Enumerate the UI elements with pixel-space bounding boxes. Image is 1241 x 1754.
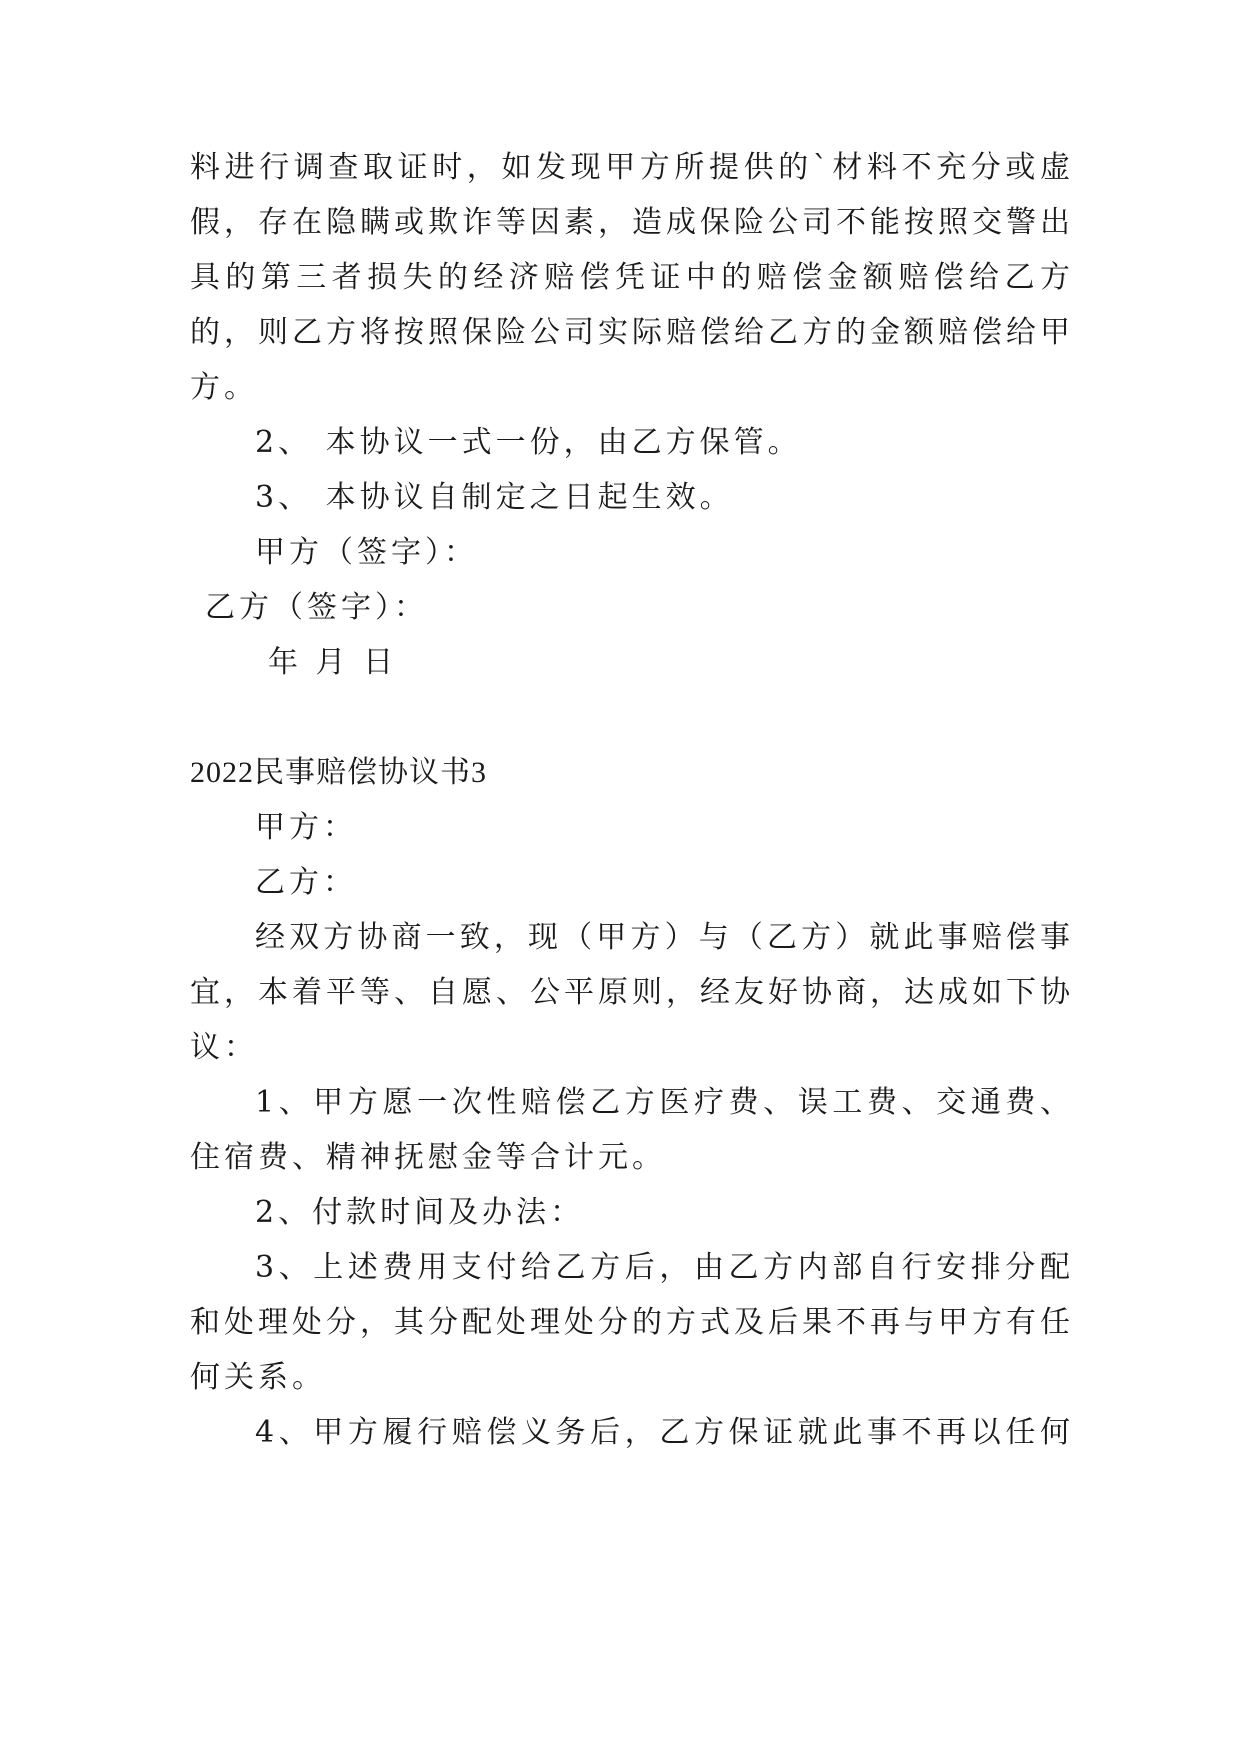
party-b-signature-label: 乙方（签字）： [205,590,428,625]
clause-2: 2、 本协议一式一份，由乙方保管。 [255,425,802,460]
clause-3: 3、 本协议自制定之日起生效。 [255,480,734,515]
item-3-line: 和处理处分，其分配处理处分的方式及后果不再与甲方有任 [190,1305,1070,1340]
paragraph-line: 料进行调查取证时，如发现甲方所提供的`材料不充分或虚 [190,150,1070,185]
party-a-signature-label: 甲方（签字）： [255,535,478,570]
intro-line: 宜，本着平等、自愿、公平原则，经友好协商，达成如下协 [190,975,1070,1010]
party-b-label: 乙方： [255,865,357,900]
party-a-label: 甲方： [255,810,357,845]
paragraph-line: 方。 [190,370,258,405]
intro-line: 议： [190,1030,258,1065]
paragraph-line: 具的第三者损失的经济赔偿凭证中的赔偿金额赔偿给乙方 [190,260,1070,295]
item-3-line: 何关系。 [190,1360,326,1395]
date-line: 年 月 日 [268,645,398,680]
intro-line: 经双方协商一致，现（甲方）与（乙方）就此事赔偿事 [255,920,1070,955]
paragraph-line: 的，则乙方将按照保险公司实际赔偿给乙方的金额赔偿给甲 [190,315,1070,350]
paragraph-line: 假，存在隐瞒或欺诈等因素，造成保险公司不能按照交警出 [190,205,1070,240]
item-4-line: 4、甲方履行赔偿义务后，乙方保证就此事不再以任何 [255,1415,1070,1450]
section-title: 2022民事赔偿协议书3 [190,756,487,789]
item-3-line: 3、上述费用支付给乙方后，由乙方内部自行安排分配 [255,1250,1070,1285]
item-1-line: 住宿费、精神抚慰金等合计元。 [190,1140,666,1175]
item-2: 2、付款时间及办法： [255,1195,585,1230]
item-1-line: 1、甲方愿一次性赔偿乙方医疗费、误工费、交通费、 [255,1085,1070,1120]
